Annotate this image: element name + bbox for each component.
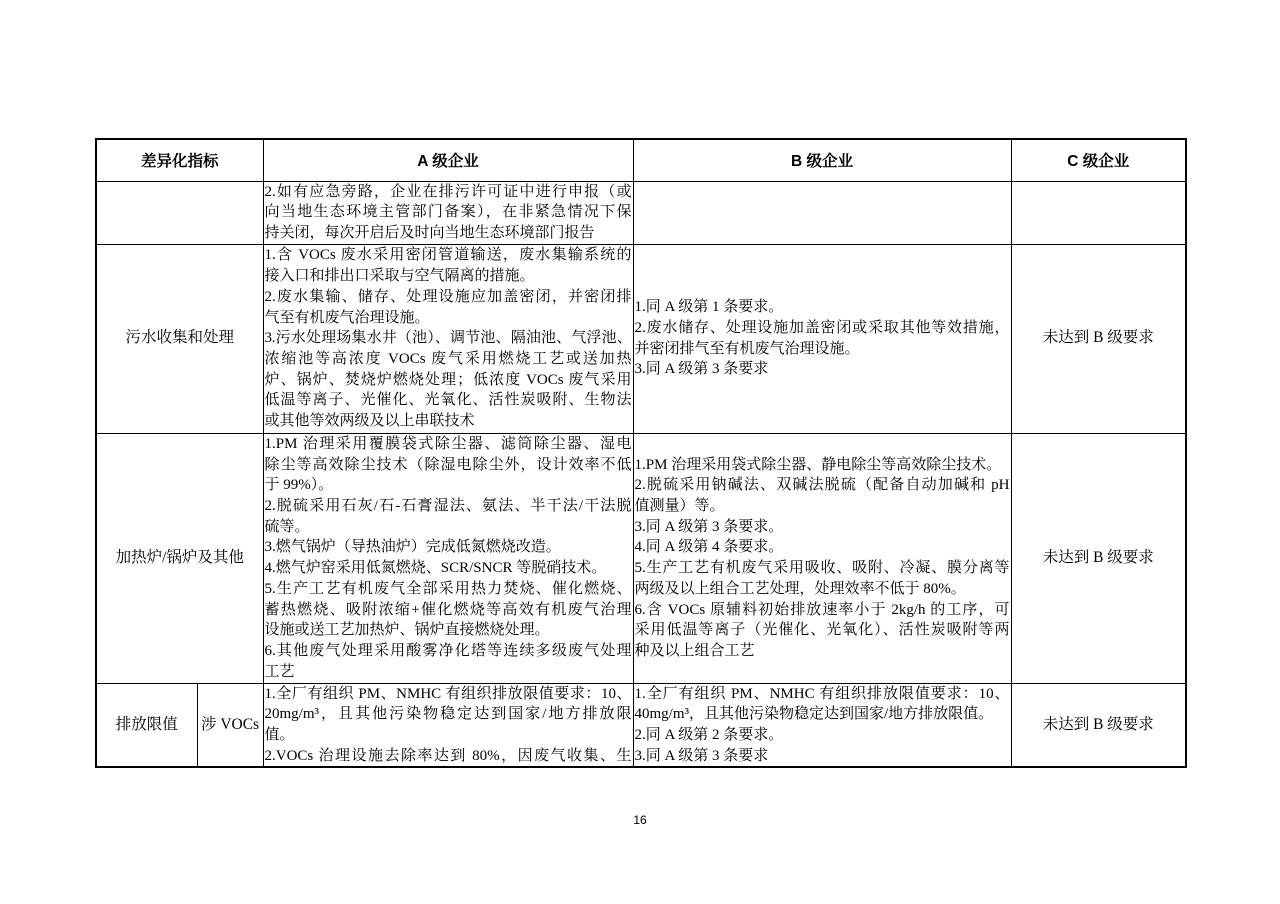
text-line: 两级及以上组合工艺处理，处理效率不低于 80%。: [634, 580, 966, 597]
requirement-item: [265, 684, 632, 746]
text-line: 种及以上组合工艺: [634, 642, 755, 659]
table-row: [96, 683, 1186, 767]
requirement-item: [635, 297, 1010, 318]
grade-a-cell: [263, 683, 633, 767]
requirement-item: [635, 537, 1010, 558]
header-grade-c: C 级企业: [1011, 139, 1186, 181]
text-line: 除尘等高效除尘技术（除湿电除尘外，设计效率不低: [264, 456, 632, 473]
text-line: 1.PM 治理采用覆膜袋式除尘器、滤筒除尘器、湿电: [264, 435, 632, 452]
text-line: 2.同 A 级第 2 条要求。: [634, 727, 784, 744]
text-line: 1.含 VOCs 废水采用密闭管道输送，废水集输系统的: [264, 247, 632, 264]
table-row: [96, 181, 1186, 244]
requirement-item: [265, 746, 632, 767]
requirement-item: [635, 517, 1010, 538]
requirement-item: [265, 641, 632, 682]
grade-b-cell: [633, 244, 1011, 433]
text-line: 2.脱硫采用石灰/石-石膏湿法、氨法、半干法/干法脱: [264, 498, 632, 514]
text-line: 1.PM 治理采用袋式除尘器、静电除尘等高效除尘技术。: [634, 456, 1002, 473]
requirement-item: [635, 725, 1010, 746]
text-line: 低温等离子、光催化、光氧化、活性炭吸附、生物法: [264, 392, 632, 409]
text-line: 5.生产工艺有机废气采用吸收、吸附、冷凝、膜分离等: [634, 560, 1010, 577]
requirement-item: [265, 434, 632, 496]
text-line: 浓缩池等高浓度 VOCs 废气采用燃烧工艺或送加热: [264, 350, 632, 367]
text-line: 2.如有应急旁路，企业在排污许可证中进行申报（或: [264, 183, 632, 200]
requirement-item: [635, 684, 1010, 725]
text-line: 5.生产工艺有机废气全部采用热力焚烧、催化燃烧、: [264, 580, 632, 597]
grade-a-cell: [263, 181, 633, 244]
requirement-item: [265, 182, 632, 244]
text-line: 1.同 A 级第 1 条要求。: [634, 299, 784, 316]
requirement-item: [635, 600, 1010, 662]
text-line: 或其他等效两级及以上串联技术: [264, 413, 475, 430]
text-line: 工艺: [264, 663, 295, 680]
text-line: 设施或送工艺加热炉、锅炉直接燃烧处理。: [264, 622, 550, 639]
header-grade-a: A 级企业: [263, 139, 633, 181]
text-line: 2.VOCs 治理设施去除率达到 80%，因废气收集、生: [264, 747, 632, 764]
table-header-row: [96, 139, 1186, 181]
text-line: 向当地生态环境主管部门备案），在非紧急情况下保: [264, 204, 632, 221]
text-line: 4.同 A 级第 4 条要求。: [634, 539, 784, 556]
grade-c-cell: 未达到 B 级要求: [1011, 433, 1186, 683]
text-line: 并密闭排气至有机废气治理设施。: [634, 340, 860, 357]
text-line: 40mg/m³，且其他污染物稳定达到国家/地方排放限值。: [634, 706, 994, 723]
text-line: 3.同 A 级第 3 条要求: [634, 361, 769, 378]
text-line: 6.其他废气处理采用酸雾净化塔等连续多级废气处理: [264, 642, 632, 659]
text-line: 6.含 VOCs 原辅料初始排放速率小于 2kg/h 的工序，可: [634, 601, 1010, 618]
text-line: 接入口和排出口采取与空气隔离的措施。: [264, 268, 535, 285]
grade-a-cell: [263, 433, 633, 683]
grade-c-cell: 未达到 B 级要求: [1011, 244, 1186, 433]
requirement-item: [265, 328, 632, 432]
text-line: 硫等。: [264, 518, 310, 535]
text-line: 3.同 A 级第 3 条要求: [634, 747, 769, 764]
table-row: [96, 433, 1186, 683]
requirement-item: [635, 318, 1010, 359]
requirement-item: [265, 558, 632, 579]
text-line: 4.燃气炉窑采用低氮燃烧、SCR/SNCR 等脱硝技术。: [264, 560, 607, 577]
text-line: 2.废水集输、储存、处理设施应加盖密闭，并密闭排: [264, 288, 632, 305]
sub-indicator-cell: 涉 VOCs: [197, 683, 263, 767]
requirement-item: [635, 475, 1010, 516]
table-row: [96, 244, 1186, 433]
requirement-item: [265, 287, 632, 328]
text-line: 于 99%）。: [264, 477, 334, 494]
text-line: 3.燃气锅炉（导热油炉）完成低氮燃烧改造。: [264, 539, 561, 556]
text-line: 20mg/m³，且其他污染物稳定达到国家/地方排放限: [264, 706, 632, 723]
text-line: 1.全厂有组织 PM、NMHC 有组织排放限值要求：10、: [634, 685, 1010, 702]
grade-b-cell: [633, 683, 1011, 767]
text-line: 3.同 A 级第 3 条要求。: [634, 518, 784, 535]
text-line: 2.废水储存、处理设施加盖密闭或采取其他等效措施，: [634, 319, 1010, 336]
criteria-table: [95, 138, 1187, 768]
header-grade-b: B 级企业: [633, 139, 1011, 181]
text-line: 气至有机废气治理设施。: [264, 309, 430, 326]
requirement-item: [265, 245, 632, 286]
text-line: 蓄热燃烧、吸附浓缩+催化燃烧等高效有机废气治理: [264, 601, 632, 618]
requirement-item: [635, 359, 1010, 380]
grade-c-cell: [1011, 181, 1186, 244]
text-line: 3.污水处理场集水井（池）、调节池、隔油池、气浮池、: [264, 330, 632, 347]
text-line: 2.脱硫采用钠碱法、双碱法脱硫（配备自动加碱和 pH: [634, 477, 1010, 494]
indicator-cell: 污水收集和处理: [96, 244, 263, 433]
requirement-item: [265, 537, 632, 558]
page-number: 16: [633, 813, 647, 827]
text-line: 持关闭，每次开启后及时向当地生态环境部门报告: [264, 224, 595, 241]
requirement-item: [635, 455, 1010, 476]
indicator-cell: [96, 181, 263, 244]
requirement-item: [265, 496, 632, 537]
text-line: 值。: [264, 727, 295, 744]
requirement-item: [635, 558, 1010, 599]
grade-c-cell: 未达到 B 级要求: [1011, 683, 1186, 767]
text-line: 值测量）等。: [634, 498, 725, 514]
text-line: 炉、锅炉、焚烧炉燃烧处理；低浓度 VOCs 废气采用: [264, 371, 632, 388]
requirement-item: [265, 579, 632, 641]
grade-a-cell: [263, 244, 633, 433]
indicator-cell: 排放限值: [96, 683, 197, 767]
indicator-cell: 加热炉/锅炉及其他: [96, 433, 263, 683]
header-indicator: 差异化指标: [96, 139, 263, 181]
text-line: 采用低温等离子（光催化、光氧化）、活性炭吸附等两: [634, 622, 1010, 639]
grade-b-cell: [633, 433, 1011, 683]
grade-b-cell: [633, 181, 1011, 244]
requirement-item: [635, 746, 1010, 767]
text-line: 1.全厂有组织 PM、NMHC 有组织排放限值要求：10、: [264, 685, 632, 702]
